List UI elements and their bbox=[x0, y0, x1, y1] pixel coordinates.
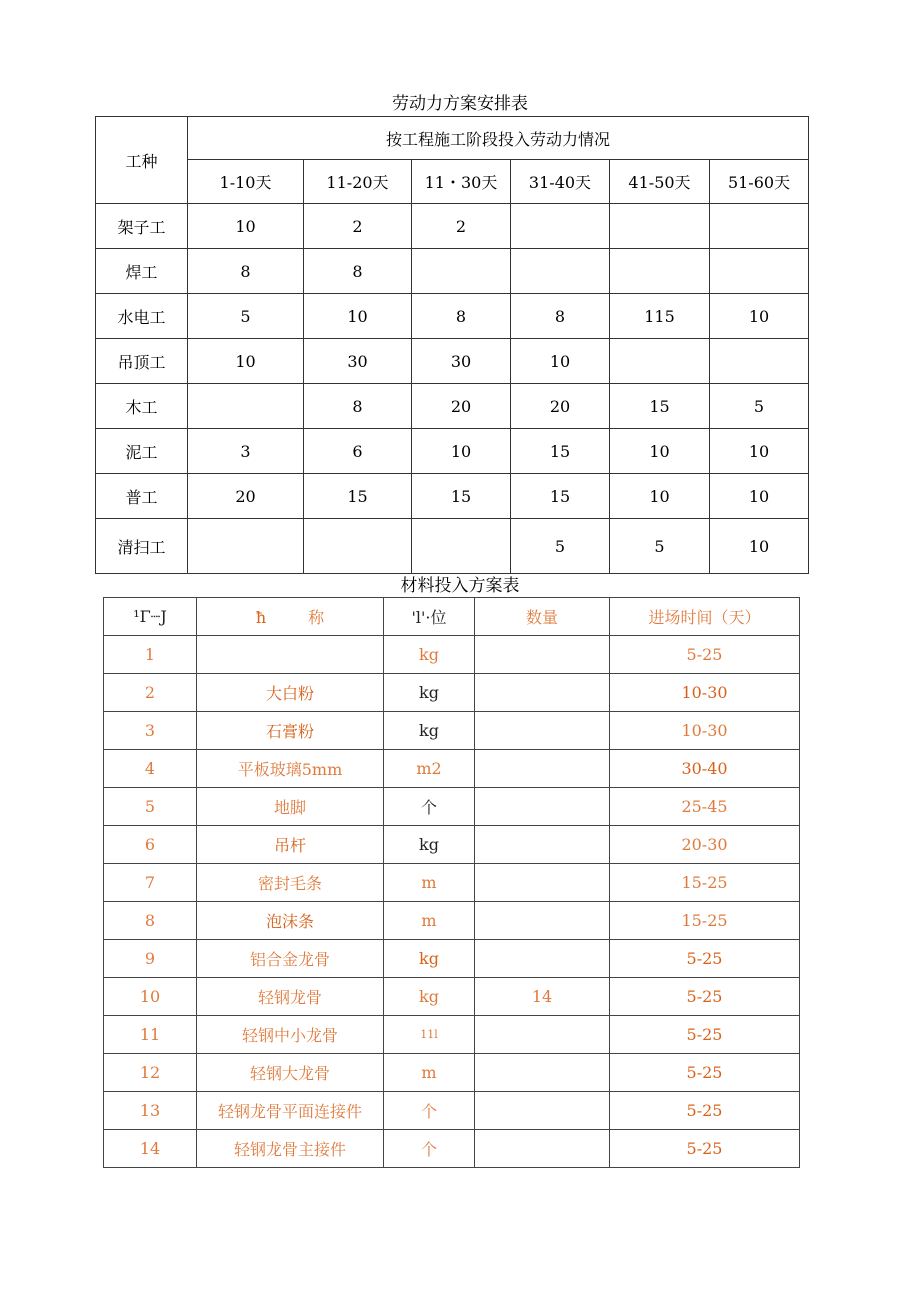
qty-cell bbox=[475, 636, 610, 674]
value-cell: 10 bbox=[710, 429, 809, 474]
value-cell: 10 bbox=[188, 339, 304, 384]
value-cell: 10 bbox=[710, 519, 809, 574]
qty-cell bbox=[475, 1092, 610, 1130]
table-row bbox=[104, 902, 800, 940]
time-header: 进场时间（天） bbox=[610, 598, 800, 636]
value-cell: 20 bbox=[511, 384, 610, 429]
value-cell: 10 bbox=[511, 339, 610, 384]
value-cell bbox=[710, 249, 809, 294]
no-cell: 8 bbox=[104, 902, 197, 940]
unit-cell: kg bbox=[384, 978, 475, 1016]
value-cell: 2 bbox=[412, 204, 511, 249]
value-cell bbox=[610, 249, 710, 294]
value-cell bbox=[610, 339, 710, 384]
no-cell: 10 bbox=[104, 978, 197, 1016]
table-row bbox=[104, 978, 800, 1016]
name-cell: 大白粉 bbox=[197, 674, 384, 712]
period-header: 11-20天 bbox=[304, 160, 412, 204]
value-cell: 15 bbox=[304, 474, 412, 519]
no-cell: 1 bbox=[104, 636, 197, 674]
qty-cell bbox=[475, 1016, 610, 1054]
value-cell: 8 bbox=[412, 294, 511, 339]
table-row bbox=[96, 294, 809, 339]
value-cell: 5 bbox=[511, 519, 610, 574]
value-cell: 3 bbox=[188, 429, 304, 474]
time-cell: 5-25 bbox=[610, 636, 800, 674]
time-cell: 20-30 bbox=[610, 826, 800, 864]
time-cell: 25-45 bbox=[610, 788, 800, 826]
value-cell: 15 bbox=[610, 384, 710, 429]
value-cell: 10 bbox=[188, 204, 304, 249]
value-cell: 15 bbox=[412, 474, 511, 519]
qty-cell bbox=[475, 712, 610, 750]
name-cell: 轻钢大龙骨 bbox=[197, 1054, 384, 1092]
unit-cell: m bbox=[384, 864, 475, 902]
trade-cell: 泥工 bbox=[96, 429, 188, 474]
labor-table-title: 劳动力方案安排表 bbox=[392, 94, 528, 114]
value-cell: 5 bbox=[610, 519, 710, 574]
qty-cell bbox=[475, 864, 610, 902]
name-cell: 轻钢龙骨平面连接件 bbox=[197, 1092, 384, 1130]
value-cell: 30 bbox=[412, 339, 511, 384]
name-cell: 吊杆 bbox=[197, 826, 384, 864]
value-cell: 20 bbox=[188, 474, 304, 519]
table-row bbox=[96, 339, 809, 384]
table-row bbox=[104, 940, 800, 978]
trade-header: 工种 bbox=[96, 117, 188, 204]
no-header: ¹Γ┈J bbox=[104, 598, 197, 636]
qty-cell bbox=[475, 1130, 610, 1168]
table-row bbox=[104, 1016, 800, 1054]
no-cell: 4 bbox=[104, 750, 197, 788]
unit-cell: m bbox=[384, 902, 475, 940]
unit-cell: kg bbox=[384, 674, 475, 712]
unit-cell: kg bbox=[384, 826, 475, 864]
unit-cell: 个 bbox=[384, 788, 475, 826]
no-cell: 9 bbox=[104, 940, 197, 978]
value-cell bbox=[610, 204, 710, 249]
qty-cell bbox=[475, 826, 610, 864]
no-cell: 14 bbox=[104, 1130, 197, 1168]
value-cell bbox=[710, 204, 809, 249]
value-cell: 8 bbox=[304, 384, 412, 429]
table-row bbox=[104, 1054, 800, 1092]
unit-cell: kg bbox=[384, 940, 475, 978]
table-row bbox=[96, 249, 809, 294]
name-cell: 轻钢中小龙骨 bbox=[197, 1016, 384, 1054]
trade-cell: 吊顶工 bbox=[96, 339, 188, 384]
unit-cell: 个 bbox=[384, 1092, 475, 1130]
value-cell: 30 bbox=[304, 339, 412, 384]
table-row bbox=[104, 750, 800, 788]
name-cell bbox=[197, 636, 384, 674]
table-row bbox=[104, 674, 800, 712]
unit-cell: m bbox=[384, 1054, 475, 1092]
qty-cell bbox=[475, 750, 610, 788]
period-header: 1-10天 bbox=[188, 160, 304, 204]
table-row bbox=[104, 864, 800, 902]
time-cell: 5-25 bbox=[610, 1054, 800, 1092]
table-row bbox=[104, 636, 800, 674]
unit-cell: 个 bbox=[384, 1130, 475, 1168]
time-cell: 15-25 bbox=[610, 902, 800, 940]
trade-cell: 木工 bbox=[96, 384, 188, 429]
materials-plan-table bbox=[103, 597, 800, 1168]
value-cell: 10 bbox=[412, 429, 511, 474]
qty-cell bbox=[475, 788, 610, 826]
no-cell: 7 bbox=[104, 864, 197, 902]
value-cell bbox=[188, 384, 304, 429]
time-cell: 10-30 bbox=[610, 712, 800, 750]
value-cell: 10 bbox=[610, 474, 710, 519]
name-cell: 平板玻璃5mm bbox=[197, 750, 384, 788]
trade-cell: 普工 bbox=[96, 474, 188, 519]
table-row bbox=[104, 1092, 800, 1130]
table-row bbox=[96, 384, 809, 429]
name-cell: 石膏粉 bbox=[197, 712, 384, 750]
name-cell: 轻钢龙骨主接件 bbox=[197, 1130, 384, 1168]
time-cell: 15-25 bbox=[610, 864, 800, 902]
no-cell: 5 bbox=[104, 788, 197, 826]
table-row bbox=[96, 429, 809, 474]
qty-cell bbox=[475, 902, 610, 940]
materials-table-title: 材料投入方案表 bbox=[400, 576, 520, 596]
table-row bbox=[104, 712, 800, 750]
value-cell bbox=[511, 204, 610, 249]
time-cell: 5-25 bbox=[610, 1092, 800, 1130]
value-cell: 20 bbox=[412, 384, 511, 429]
labor-plan-table bbox=[95, 116, 809, 574]
name-cell: 地脚 bbox=[197, 788, 384, 826]
value-cell: 10 bbox=[610, 429, 710, 474]
time-cell: 5-25 bbox=[610, 978, 800, 1016]
qty-cell: 14 bbox=[475, 978, 610, 1016]
value-cell: 6 bbox=[304, 429, 412, 474]
name-header-label: 称 bbox=[308, 608, 325, 627]
unit-cell: m2 bbox=[384, 750, 475, 788]
qty-header: 数量 bbox=[475, 598, 610, 636]
unit-cell: kg bbox=[384, 712, 475, 750]
name-header-glyph: ħ bbox=[255, 608, 267, 627]
value-cell bbox=[412, 249, 511, 294]
value-cell: 15 bbox=[511, 429, 610, 474]
value-cell bbox=[511, 249, 610, 294]
value-cell: 115 bbox=[610, 294, 710, 339]
period-header: 31-40天 bbox=[511, 160, 610, 204]
time-cell: 10-30 bbox=[610, 674, 800, 712]
unit-cell: 11l bbox=[384, 1016, 475, 1054]
time-cell: 30-40 bbox=[610, 750, 800, 788]
trade-cell: 水电工 bbox=[96, 294, 188, 339]
value-cell: 8 bbox=[188, 249, 304, 294]
value-cell: 10 bbox=[710, 294, 809, 339]
value-cell bbox=[304, 519, 412, 574]
unit-header: 'l'·位 bbox=[384, 598, 475, 636]
name-cell: 泡沫条 bbox=[197, 902, 384, 940]
period-header: 41-50天 bbox=[610, 160, 710, 204]
time-cell: 5-25 bbox=[610, 1130, 800, 1168]
table-row bbox=[104, 826, 800, 864]
value-cell: 10 bbox=[710, 474, 809, 519]
period-header: 11・30天 bbox=[412, 160, 511, 204]
name-header bbox=[197, 598, 384, 636]
value-cell: 10 bbox=[304, 294, 412, 339]
name-cell: 铝合金龙骨 bbox=[197, 940, 384, 978]
table-row bbox=[96, 474, 809, 519]
header-row bbox=[104, 598, 800, 636]
trade-cell: 架子工 bbox=[96, 204, 188, 249]
qty-cell bbox=[475, 1054, 610, 1092]
qty-cell bbox=[475, 674, 610, 712]
no-cell: 2 bbox=[104, 674, 197, 712]
no-cell: 12 bbox=[104, 1054, 197, 1092]
value-cell bbox=[188, 519, 304, 574]
trade-cell: 清扫工 bbox=[96, 519, 188, 574]
value-cell: 2 bbox=[304, 204, 412, 249]
table-row bbox=[104, 788, 800, 826]
value-cell: 15 bbox=[511, 474, 610, 519]
no-cell: 6 bbox=[104, 826, 197, 864]
no-cell: 3 bbox=[104, 712, 197, 750]
stage-group-header: 按工程施工阶段投入劳动力情况 bbox=[188, 117, 809, 160]
name-cell: 密封毛条 bbox=[197, 864, 384, 902]
qty-cell bbox=[475, 940, 610, 978]
table-row bbox=[96, 519, 809, 574]
table-row bbox=[104, 1130, 800, 1168]
value-cell bbox=[412, 519, 511, 574]
value-cell: 5 bbox=[710, 384, 809, 429]
trade-cell: 焊工 bbox=[96, 249, 188, 294]
no-cell: 13 bbox=[104, 1092, 197, 1130]
value-cell: 8 bbox=[511, 294, 610, 339]
unit-cell: kg bbox=[384, 636, 475, 674]
name-cell: 轻钢龙骨 bbox=[197, 978, 384, 1016]
value-cell: 5 bbox=[188, 294, 304, 339]
period-header: 51-60天 bbox=[710, 160, 809, 204]
time-cell: 5-25 bbox=[610, 1016, 800, 1054]
value-cell bbox=[710, 339, 809, 384]
time-cell: 5-25 bbox=[610, 940, 800, 978]
value-cell: 8 bbox=[304, 249, 412, 294]
no-cell: 11 bbox=[104, 1016, 197, 1054]
table-row bbox=[96, 204, 809, 249]
